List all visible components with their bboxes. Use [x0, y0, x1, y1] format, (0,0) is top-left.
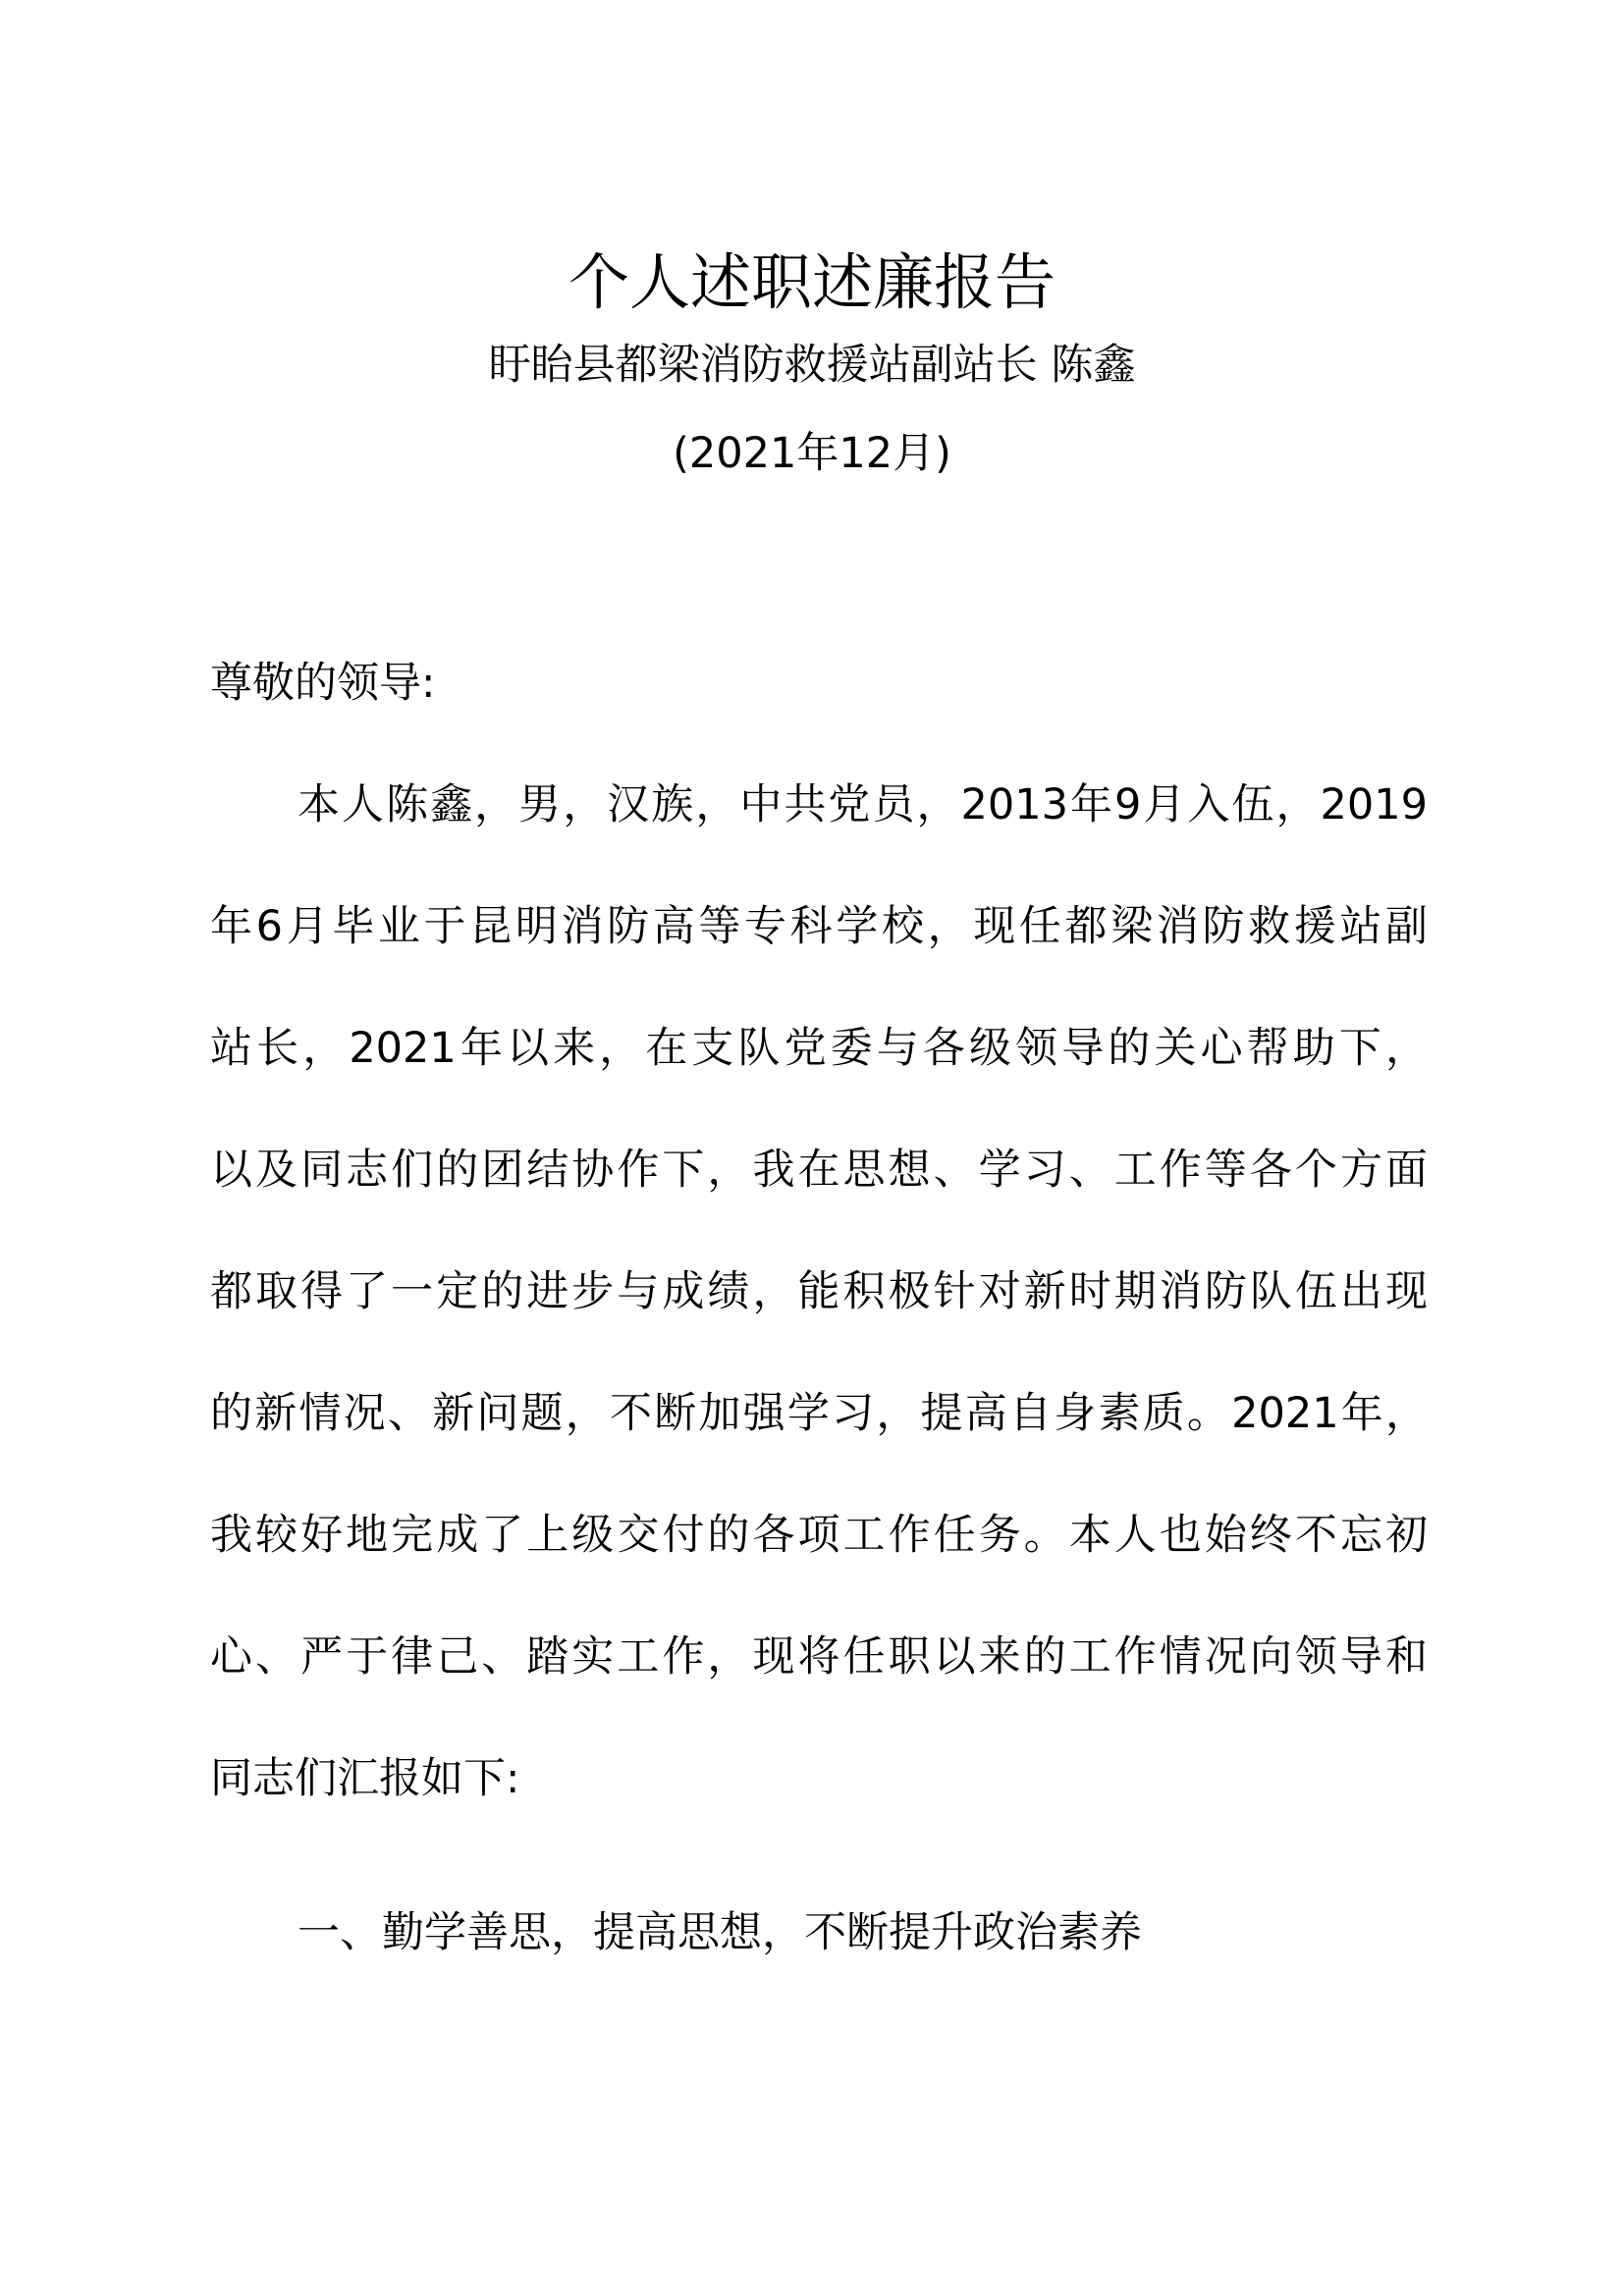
author-position-line: 盱眙县都梁消防救援站副站长 陈鑫	[488, 341, 1136, 390]
paragraph-line: 年6月毕业于昆明消防高等专科学校，现任都梁消防救援站副	[210, 902, 1428, 951]
paragraph-line: 站长，2021年以来，在支队党委与各级领导的关心帮助下，	[210, 1024, 1428, 1073]
paragraph-line: 心、严于律己、踏实工作，现将任职以来的工作情况向领导和	[210, 1632, 1428, 1682]
report-date: (2021年12月)	[673, 429, 951, 478]
salutation: 尊敬的领导:	[210, 659, 436, 708]
paragraph-line: 本人陈鑫，男，汉族，中共党员，2013年9月入伍，2019	[298, 780, 1428, 829]
paragraph-line: 我较好地完成了上级交付的各项工作任务。本人也始终不忘初	[210, 1511, 1428, 1560]
section-heading: 一、勤学善思，提高思想，不断提升政治素养	[298, 1908, 1142, 1957]
document-title: 个人述职述廉报告	[568, 246, 1056, 318]
paragraph-line: 都取得了一定的进步与成绩，能积极针对新时期消防队伍出现	[210, 1267, 1428, 1316]
paragraph-line: 的新情况、新问题，不断加强学习，提高自身素质。2021年，	[210, 1389, 1428, 1438]
paragraph-line: 以及同志们的团结协作下，我在思想、学习、工作等各个方面	[210, 1146, 1428, 1195]
paragraph-line: 同志们汇报如下:	[210, 1754, 520, 1803]
